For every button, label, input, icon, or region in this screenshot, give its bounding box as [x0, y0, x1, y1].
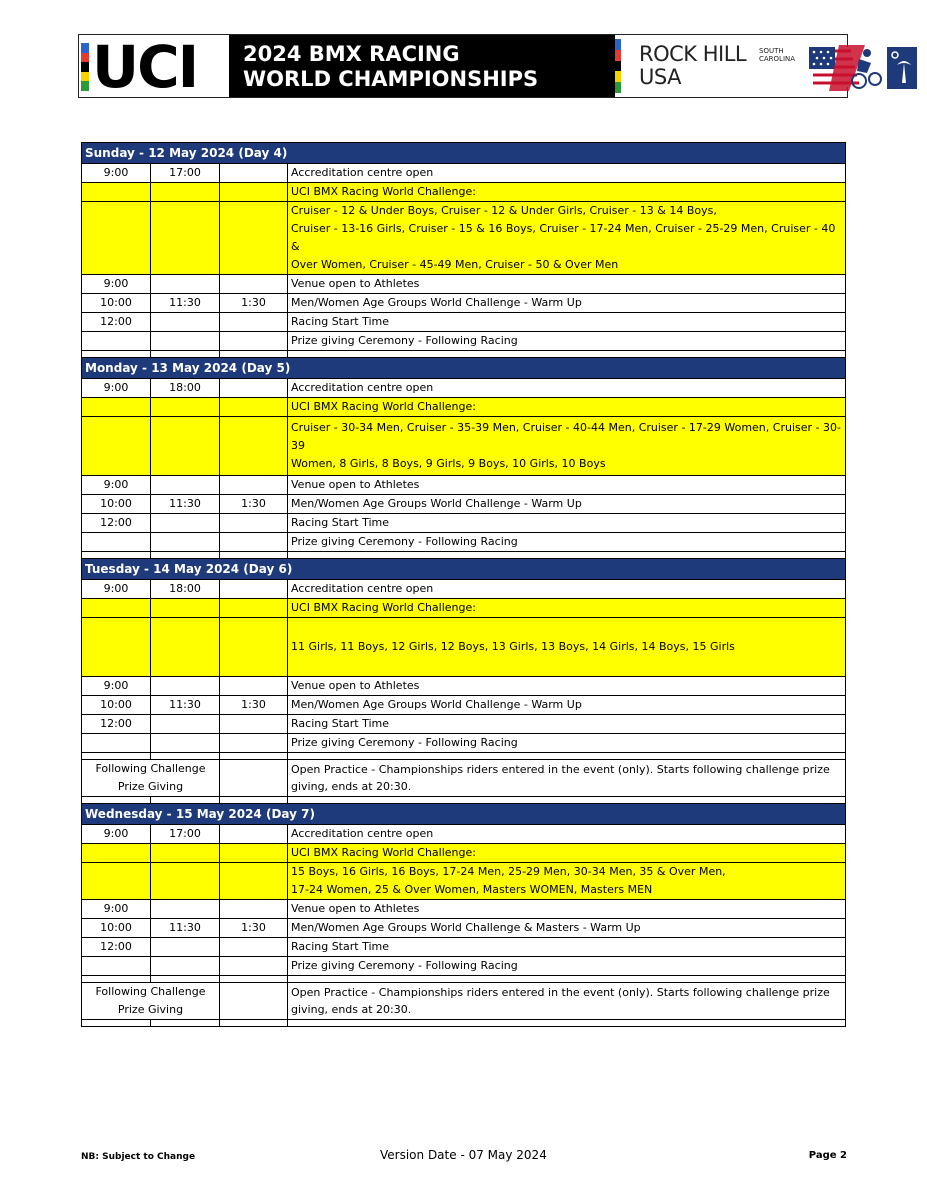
rider-body-icon: [857, 59, 871, 73]
bike-wheel-icon: [869, 73, 881, 85]
duration-cell: [220, 715, 288, 734]
duration-cell: [220, 164, 288, 183]
spacer-cell: [151, 797, 220, 804]
start-time-cell: [82, 417, 151, 476]
spacer-cell: [82, 351, 151, 358]
description-cell: UCI BMX Racing World Challenge:: [288, 599, 846, 618]
end-time-cell: [151, 332, 220, 351]
schedule-row: [82, 677, 846, 696]
day-header-row: [82, 804, 846, 825]
start-time-cell: 9:00: [82, 275, 151, 294]
divider-rainbow-stripes: [615, 39, 621, 93]
description-cell: Men/Women Age Groups World Challenge - Warm Up: [288, 495, 846, 514]
palmetto-flag-icon: [887, 47, 917, 89]
categories-row: [82, 202, 846, 275]
spacer-cell: [288, 753, 846, 760]
end-time-cell: [151, 417, 220, 476]
open-practice-when: [82, 983, 220, 1020]
duration-cell: [220, 514, 288, 533]
spacer-cell: [288, 552, 846, 559]
spacer-cell: [288, 976, 846, 983]
description-cell: Racing Start Time: [288, 313, 846, 332]
duration-cell: [220, 183, 288, 202]
start-time-cell: 12:00: [82, 938, 151, 957]
open-practice-when: [82, 760, 220, 797]
description-cell: Accreditation centre open: [288, 164, 846, 183]
end-time-cell: [151, 183, 220, 202]
start-time-cell: [82, 533, 151, 552]
host-state-line2: CAROLINA: [759, 55, 796, 63]
description-cell: Racing Start Time: [288, 938, 846, 957]
duration-cell: [220, 618, 288, 677]
description-cell: Accreditation centre open: [288, 379, 846, 398]
start-time-cell: 10:00: [82, 919, 151, 938]
spacer-cell: [288, 1020, 846, 1027]
duration-cell: [220, 275, 288, 294]
schedule-row: [82, 379, 846, 398]
start-time-cell: [82, 618, 151, 677]
duration-cell: 1:30: [220, 696, 288, 715]
event-title-block: [229, 35, 615, 97]
spacer-row: [82, 1020, 846, 1027]
end-time-cell: 17:00: [151, 825, 220, 844]
schedule-row: [82, 919, 846, 938]
open-practice-when-line: Prize Giving: [117, 1003, 184, 1016]
start-time-cell: 9:00: [82, 677, 151, 696]
start-time-cell: 12:00: [82, 715, 151, 734]
day-title: Tuesday - 14 May 2024 (Day 6): [82, 559, 846, 580]
open-practice-description: [288, 760, 846, 797]
duration-cell: [220, 983, 288, 1020]
spacer-cell: [220, 351, 288, 358]
end-time-cell: [151, 618, 220, 677]
duration-cell: [220, 900, 288, 919]
start-time-cell: [82, 957, 151, 976]
description-cell: [288, 202, 846, 275]
rock-hill-flag-rider-icon: [809, 41, 919, 93]
schedule-row: [82, 332, 846, 351]
start-time-cell: 12:00: [82, 514, 151, 533]
start-time-cell: 9:00: [82, 379, 151, 398]
stripe-green: [81, 81, 89, 91]
schedule-body: [82, 143, 846, 1027]
duration-cell: [220, 734, 288, 753]
description-cell: Accreditation centre open: [288, 580, 846, 599]
duration-cell: [220, 938, 288, 957]
description-cell: UCI BMX Racing World Challenge:: [288, 398, 846, 417]
description-cell: Venue open to Athletes: [288, 476, 846, 495]
schedule-row: [82, 313, 846, 332]
spacer-row: [82, 552, 846, 559]
end-time-cell: [151, 938, 220, 957]
schedule-row: [82, 825, 846, 844]
schedule-row: [82, 957, 846, 976]
spacer-cell: [220, 797, 288, 804]
schedule-row: [82, 715, 846, 734]
description-cell: Venue open to Athletes: [288, 275, 846, 294]
description-cell: [288, 863, 846, 900]
spacer-cell: [220, 1020, 288, 1027]
end-time-cell: [151, 844, 220, 863]
uci-rainbow-stripes: [81, 43, 89, 91]
host-state: [759, 47, 795, 63]
day-title: Monday - 13 May 2024 (Day 5): [82, 358, 846, 379]
host-state-line1: SOUTH: [759, 47, 784, 55]
spacer-cell: [151, 1020, 220, 1027]
start-time-cell: [82, 332, 151, 351]
description-cell: Prize giving Ceremony - Following Racing: [288, 533, 846, 552]
end-time-cell: [151, 900, 220, 919]
schedule-row: [82, 275, 846, 294]
schedule-row: [82, 696, 846, 715]
end-time-cell: [151, 734, 220, 753]
stripe-black: [615, 61, 621, 72]
uci-logo: UCI: [92, 33, 198, 101]
description-cell: UCI BMX Racing World Challenge:: [288, 183, 846, 202]
stripe-yellow: [615, 71, 621, 82]
schedule-row: [82, 476, 846, 495]
end-time-cell: [151, 957, 220, 976]
stripe-red: [615, 50, 621, 61]
duration-cell: [220, 313, 288, 332]
duration-cell: [220, 844, 288, 863]
categories-row: [82, 417, 846, 476]
end-time-cell: [151, 398, 220, 417]
description-cell: Accreditation centre open: [288, 825, 846, 844]
duration-cell: [220, 398, 288, 417]
schedule-row: [82, 938, 846, 957]
schedule-row: [82, 734, 846, 753]
spacer-cell: [151, 753, 220, 760]
category-line: Over Women, Cruiser - 45-49 Men, Cruiser - 50 & Over Men: [291, 258, 619, 271]
end-time-cell: 11:30: [151, 495, 220, 514]
category-line: 15 Boys, 16 Girls, 16 Boys, 17-24 Men, 25-29 Men, 30-34 Men, 35 & Over Men,: [291, 865, 726, 878]
stripe-black: [81, 62, 89, 72]
start-time-cell: [82, 599, 151, 618]
end-time-cell: [151, 313, 220, 332]
category-line: Women, 8 Girls, 8 Boys, 9 Girls, 9 Boys, 10 Girls, 10 Boys: [291, 457, 606, 470]
host-city: [639, 43, 746, 89]
duration-cell: [220, 580, 288, 599]
open-practice-row: [82, 760, 846, 797]
open-practice-when-line: Following Challenge: [95, 762, 206, 775]
spacer-cell: [82, 753, 151, 760]
start-time-cell: 9:00: [82, 825, 151, 844]
day-title: Sunday - 12 May 2024 (Day 4): [82, 143, 846, 164]
spacer-row: [82, 753, 846, 760]
end-time-cell: [151, 202, 220, 275]
schedule-row: [82, 294, 846, 313]
description-cell: Venue open to Athletes: [288, 677, 846, 696]
duration-cell: [220, 379, 288, 398]
open-practice-when-line: Following Challenge: [95, 985, 206, 998]
challenge-header-row: [82, 183, 846, 202]
schedule-row: [82, 533, 846, 552]
category-line: Cruiser - 13-16 Girls, Cruiser - 15 & 16 Boys, Cruiser - 17-24 Men, Cruiser - 25-29 Men, Cruiser - 40 &: [291, 222, 836, 253]
end-time-cell: 18:00: [151, 379, 220, 398]
description-cell: Racing Start Time: [288, 514, 846, 533]
footer-page-number: Page 2: [808, 1150, 847, 1161]
start-time-cell: 9:00: [82, 900, 151, 919]
duration-cell: [220, 677, 288, 696]
description-cell: [288, 618, 846, 677]
spacer-cell: [82, 1020, 151, 1027]
description-cell: Prize giving Ceremony - Following Racing: [288, 332, 846, 351]
duration-cell: [220, 599, 288, 618]
open-practice-line: Open Practice - Championships riders entered in the event (only). Starts following challenge prize: [291, 763, 830, 776]
end-time-cell: [151, 599, 220, 618]
spacer-cell: [151, 351, 220, 358]
start-time-cell: 12:00: [82, 313, 151, 332]
open-practice-line: Open Practice - Championships riders entered in the event (only). Starts following challenge prize: [291, 986, 830, 999]
event-title-line2: WORLD CHAMPIONSHIPS: [243, 67, 539, 91]
day-header-row: [82, 143, 846, 164]
stripe-blue: [81, 43, 89, 53]
stripe-yellow: [81, 72, 89, 82]
open-practice-line: giving, ends at 20:30.: [291, 780, 412, 793]
header-banner: [78, 33, 848, 101]
spacer-cell: [82, 552, 151, 559]
category-line: 17-24 Women, 25 & Over Women, Masters WOMEN, Masters MEN: [291, 883, 653, 896]
challenge-header-row: [82, 599, 846, 618]
duration-cell: 1:30: [220, 294, 288, 313]
spacer-row: [82, 976, 846, 983]
duration-cell: [220, 533, 288, 552]
description-cell: Venue open to Athletes: [288, 900, 846, 919]
end-time-cell: [151, 275, 220, 294]
day-header-row: [82, 559, 846, 580]
start-time-cell: [82, 863, 151, 900]
host-city-line2: USA: [639, 65, 681, 89]
schedule-row: [82, 164, 846, 183]
spacer-row: [82, 351, 846, 358]
categories-row: [82, 618, 846, 677]
schedule-table: [81, 142, 846, 1027]
schedule-row: [82, 514, 846, 533]
end-time-cell: 11:30: [151, 919, 220, 938]
start-time-cell: 10:00: [82, 495, 151, 514]
category-line: 11 Girls, 11 Boys, 12 Girls, 12 Boys, 13 Girls, 13 Boys, 14 Girls, 14 Boys, 15 Girls: [291, 640, 735, 653]
day-header-row: [82, 358, 846, 379]
duration-cell: [220, 476, 288, 495]
end-time-cell: 18:00: [151, 580, 220, 599]
start-time-cell: 9:00: [82, 580, 151, 599]
categories-row: [82, 863, 846, 900]
spacer-row: [82, 797, 846, 804]
description-cell: UCI BMX Racing World Challenge:: [288, 844, 846, 863]
start-time-cell: [82, 844, 151, 863]
spacer-cell: [151, 552, 220, 559]
description-cell: Men/Women Age Groups World Challenge - Warm Up: [288, 294, 846, 313]
start-time-cell: 9:00: [82, 476, 151, 495]
duration-cell: [220, 825, 288, 844]
start-time-cell: 9:00: [82, 164, 151, 183]
start-time-cell: [82, 202, 151, 275]
start-time-cell: 10:00: [82, 696, 151, 715]
end-time-cell: [151, 514, 220, 533]
duration-cell: [220, 417, 288, 476]
spacer-cell: [82, 976, 151, 983]
description-cell: Racing Start Time: [288, 715, 846, 734]
end-time-cell: [151, 533, 220, 552]
stripe-blue: [615, 39, 621, 50]
end-time-cell: [151, 476, 220, 495]
start-time-cell: [82, 183, 151, 202]
spacer-cell: [220, 552, 288, 559]
category-line: Cruiser - 30-34 Men, Cruiser - 35-39 Men, Cruiser - 40-44 Men, Cruiser - 17-29 Women, Cruiser - 30-39: [291, 421, 841, 452]
day-title: Wednesday - 15 May 2024 (Day 7): [82, 804, 846, 825]
challenge-header-row: [82, 398, 846, 417]
footer-note: NB: Subject to Change: [81, 1152, 196, 1162]
description-cell: [288, 417, 846, 476]
open-practice-description: [288, 983, 846, 1020]
duration-cell: [220, 202, 288, 275]
start-time-cell: [82, 734, 151, 753]
open-practice-line: giving, ends at 20:30.: [291, 1003, 412, 1016]
spacer-cell: [220, 753, 288, 760]
duration-cell: 1:30: [220, 919, 288, 938]
description-cell: Prize giving Ceremony - Following Racing: [288, 734, 846, 753]
duration-cell: [220, 863, 288, 900]
end-time-cell: [151, 715, 220, 734]
schedule-row: [82, 580, 846, 599]
end-time-cell: 11:30: [151, 294, 220, 313]
start-time-cell: 10:00: [82, 294, 151, 313]
category-line: Cruiser - 12 & Under Boys, Cruiser - 12 & Under Girls, Cruiser - 13 & 14 Boys,: [291, 204, 717, 217]
event-title-line1: 2024 BMX RACING: [243, 42, 460, 66]
host-city-line1: ROCK HILL: [639, 42, 747, 66]
description-cell: Men/Women Age Groups World Challenge - Warm Up: [288, 696, 846, 715]
duration-cell: [220, 957, 288, 976]
footer-version: Version Date - 07 May 2024: [380, 1148, 547, 1162]
duration-cell: [220, 332, 288, 351]
spacer-cell: [288, 797, 846, 804]
bike-wheel-icon: [852, 74, 866, 88]
spacer-cell: [220, 976, 288, 983]
start-time-cell: [82, 398, 151, 417]
challenge-header-row: [82, 844, 846, 863]
spacer-cell: [288, 351, 846, 358]
open-practice-row: [82, 983, 846, 1020]
description-cell: Men/Women Age Groups World Challenge & Masters - Warm Up: [288, 919, 846, 938]
spacer-cell: [82, 797, 151, 804]
schedule-row: [82, 495, 846, 514]
duration-cell: [220, 760, 288, 797]
end-time-cell: [151, 677, 220, 696]
end-time-cell: [151, 863, 220, 900]
end-time-cell: 17:00: [151, 164, 220, 183]
end-time-cell: 11:30: [151, 696, 220, 715]
description-cell: Prize giving Ceremony - Following Racing: [288, 957, 846, 976]
stripe-red: [81, 53, 89, 63]
open-practice-when-line: Prize Giving: [117, 780, 184, 793]
schedule-row: [82, 900, 846, 919]
rider-head-icon: [863, 49, 871, 57]
duration-cell: 1:30: [220, 495, 288, 514]
stripe-green: [615, 82, 621, 93]
spacer-cell: [151, 976, 220, 983]
